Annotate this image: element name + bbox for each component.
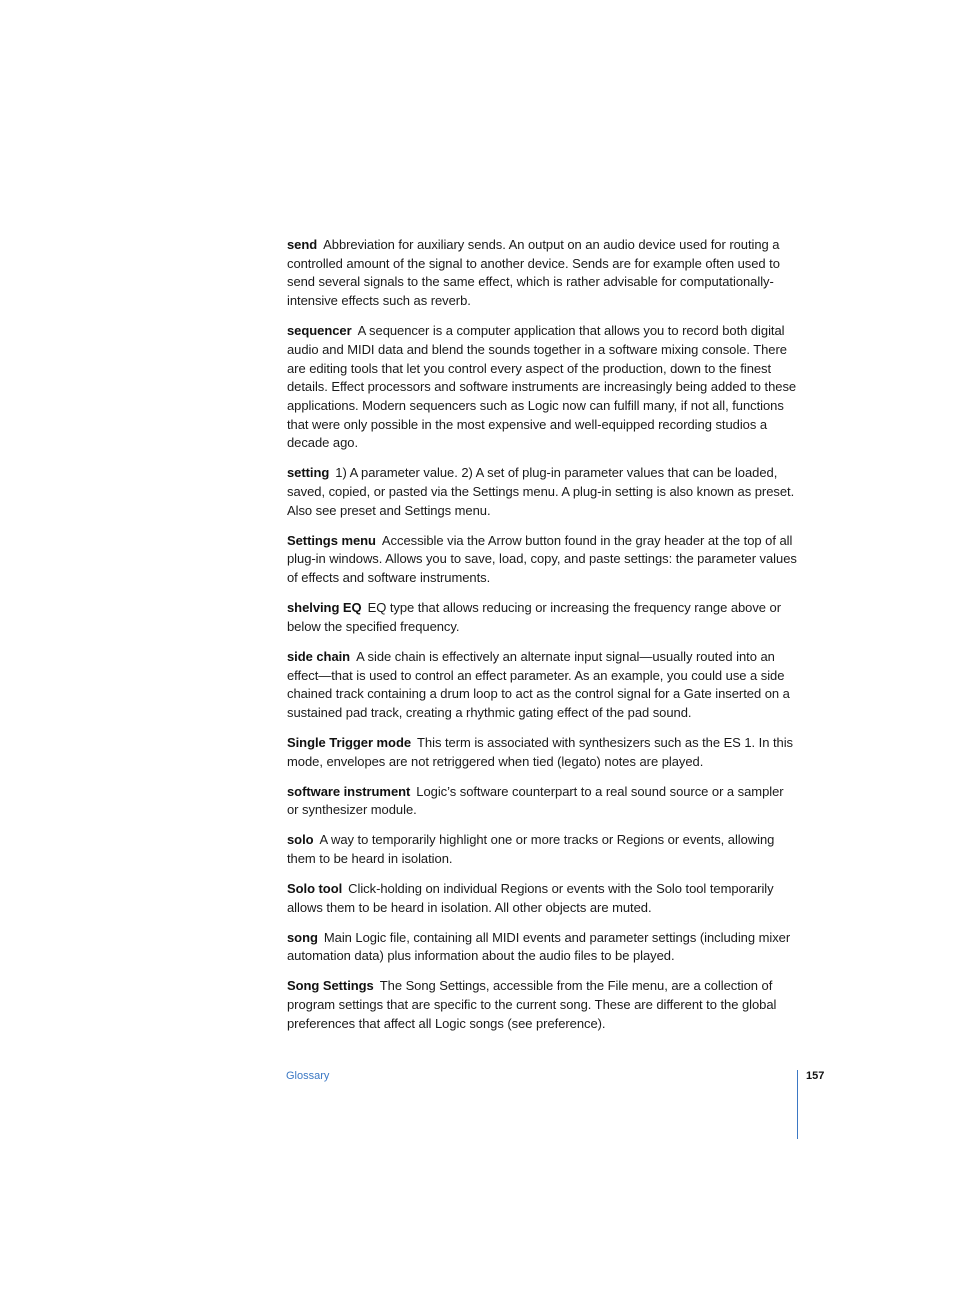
glossary-entry-solo-tool [287,880,797,917]
glossary-entry-solo [287,831,797,868]
glossary-entry-song [287,929,797,966]
glossary-definition: 1) A parameter value. 2) A set of plug-in parameter values that can be loaded, saved, copied, or pasted via the Settings menu. A plug-in setting is also known as preset. Also see preset and Settings menu. [287,465,795,518]
glossary-term: Settings menu [287,532,376,548]
glossary-entry-sequencer [287,322,797,453]
glossary-entry-settings-menu [287,532,797,588]
glossary-definition: Abbreviation for auxiliary sends. An output on an audio device used for routing a controlled amount of the signal to another device. Sends are for example often used to send several signals to the same effect, which is rather advisable for computationally-intensive effects such as reverb. [287,237,780,309]
glossary-term: shelving EQ [287,600,362,616]
glossary-definition: A way to temporarily highlight one or more tracks or Regions or events, allowing them to be heard in isolation. [287,832,775,867]
page-number: 157 [806,1070,825,1082]
glossary-definition: Logic’s software counterpart to a real sound source or a sampler or synthesizer module. [287,783,784,818]
glossary-term: setting [287,465,330,481]
glossary-entry-software-instrument [287,783,797,820]
glossary-definition: Accessible via the Arrow button found in the gray header at the top of all plug-in windows. Allows you to save, load, copy, and paste settings: the parameter values of effects and software instruments. [287,532,797,586]
glossary-definition: Main Logic file, containing all MIDI events and parameter settings (including mixer automation data) plus information about the audio files to be played. [287,929,791,964]
glossary-entry-shelving-eq [287,599,797,636]
glossary-term: sequencer [287,323,352,339]
glossary-entry-setting [287,464,797,520]
glossary-term: solo [287,832,314,848]
glossary-term: software instrument [287,783,411,799]
glossary-term: send [287,237,318,252]
glossary-term: Song Settings [287,978,374,994]
glossary-definition: The Song Settings, accessible from the File menu, are a collection of program settings that are specific to the current song. These are different to the global preferences that affect all Logic songs (see preference). [287,978,777,1031]
footer-divider [797,1070,798,1139]
glossary-entry-single-trigger-mode [287,734,797,771]
glossary-entry-side-chain [287,648,797,723]
glossary-definition: This term is associated with synthesizers such as the ES 1. In this mode, envelopes are not retriggered when tied (legato) notes are played. [287,734,794,769]
glossary-entries [287,236,797,1045]
glossary-definition: Click-holding on individual Regions or events with the Solo tool temporarily allows them to be heard in isolation. All other objects are muted. [287,881,774,915]
glossary-definition: EQ type that allows reducing or increasing the frequency range above or below the specified frequency. [287,600,782,634]
glossary-term: side chain [287,648,351,664]
glossary-entry-send [287,236,797,311]
footer-section-label: Glossary [286,1070,330,1082]
glossary-definition: A side chain is effectively an alternate input signal—usually routed into an effect—that is used to control an effect parameter. As an example, you could use a side chained track containing a drum loop to act as the control signal for a Gate inserted on a sustained pad track, creating a rhythmic gating effect of the pad sound. [287,648,790,720]
glossary-term: Single Trigger mode [287,734,412,750]
glossary-entry-song-settings [287,977,797,1033]
glossary-term: Solo tool [287,881,343,897]
glossary-term: song [287,929,318,945]
glossary-definition: A sequencer is a computer application that allows you to record both digital audio and MIDI data and blend the sounds together in a software mixing console. There are editing tools that let you control every aspect of the production, down to the finest details. Effect processors and software instruments are increasingly being added to these applications. Modern sequencers such as Logic now can fulfill many, if not all, functions that were only possible in the most expensive and well-equipped recording studios a decade ago. [287,323,797,451]
